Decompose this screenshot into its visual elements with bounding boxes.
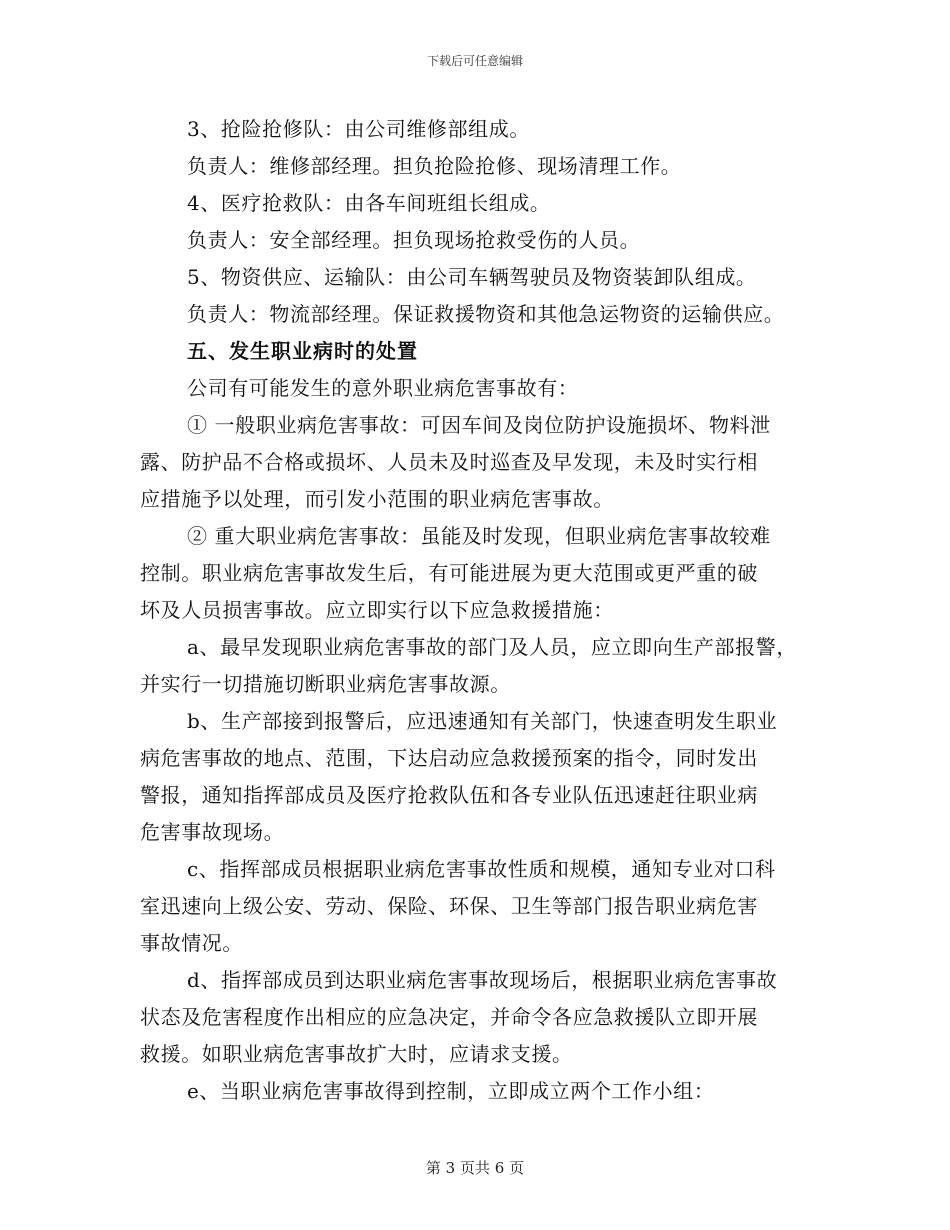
paragraph-line: c、指挥部成员根据职业病危害事故性质和规模，通知专业对口科 [187,857,776,881]
paragraph-line: 并实行一切措施切断职业病危害事故源。 [140,672,511,696]
paragraph-line: ① 一般职业病危害事故：可因车间及岗位防护设施损坏、物料泄 [187,413,771,437]
paragraph-line: 应措施予以处理，而引发小范围的职业病危害事故。 [140,487,614,511]
paragraph-line: 控制。职业病危害事故发生后，有可能进展为更大范围或更严重的破 [140,561,758,585]
paragraph-line: 负责人：维修部经理。担负抢险抢修、现场清理工作。 [187,154,682,178]
paragraph-line: b、生产部接到报警后，应迅速通知有关部门，快速查明发生职业 [187,709,778,733]
paragraph-line: 4、医疗抢救队：由各车间班组长组成。 [187,191,551,215]
paragraph-line: d、指挥部成员到达职业病危害事故现场后，根据职业病危害事故 [187,968,778,992]
paragraph-line: 露、防护品不合格或损坏、人员未及时巡查及早发现，未及时实行相 [140,450,758,474]
paragraph-line: 病危害事故的地点、范围，下达启动应急救援预案的指令，同时发出 [140,746,758,770]
paragraph-line: 坏及人员损害事故。应立即实行以下应急救援措施： [140,598,614,622]
paragraph-line: 公司有可能发生的意外职业病危害事故有： [187,376,579,400]
document-body [140,111,830,1110]
paragraph-line: 状态及危害程度作出相应的应急决定，并命令各应急救援队立即开展 [140,1005,758,1029]
paragraph-line: 5、物资供应、运输队：由公司车辆驾驶员及物资装卸队组成。 [187,265,757,289]
page-header: 下载后可任意编辑 [426,54,523,68]
paragraph-line: 救援。如职业病危害事故扩大时，应请求支援。 [140,1042,573,1066]
paragraph-line: e、当职业病危害事故得到控制，立即成立两个工作小组： [187,1079,715,1103]
paragraph-line: 事故情况。 [140,931,243,955]
paragraph-line: 警报，通知指挥部成员及医疗抢救队伍和各专业队伍迅速赶往职业病 [140,783,758,807]
paragraph-line: 室迅速向上级公安、劳动、保险、环保、卫生等部门报告职业病危害 [140,894,758,918]
paragraph-line: 危害事故现场。 [140,820,285,844]
page-footer: 第 3 页共 6 页 [425,1159,525,1177]
paragraph-line: a、最早发现职业病危害事故的部门及人员，应立即向生产部报警， [187,635,797,659]
paragraph-line: 负责人：安全部经理。担负现场抢救受伤的人员。 [187,228,641,252]
paragraph-line: 3、抢险抢修队：由公司维修部组成。 [187,117,530,141]
paragraph-line: 负责人：物流部经理。保证救援物资和其他急运物资的运输供应。 [187,302,785,326]
section-heading: 五、发生职业病时的处置 [187,339,418,363]
paragraph-line: ② 重大职业病危害事故：虽能及时发现，但职业病危害事故较难 [187,524,771,548]
